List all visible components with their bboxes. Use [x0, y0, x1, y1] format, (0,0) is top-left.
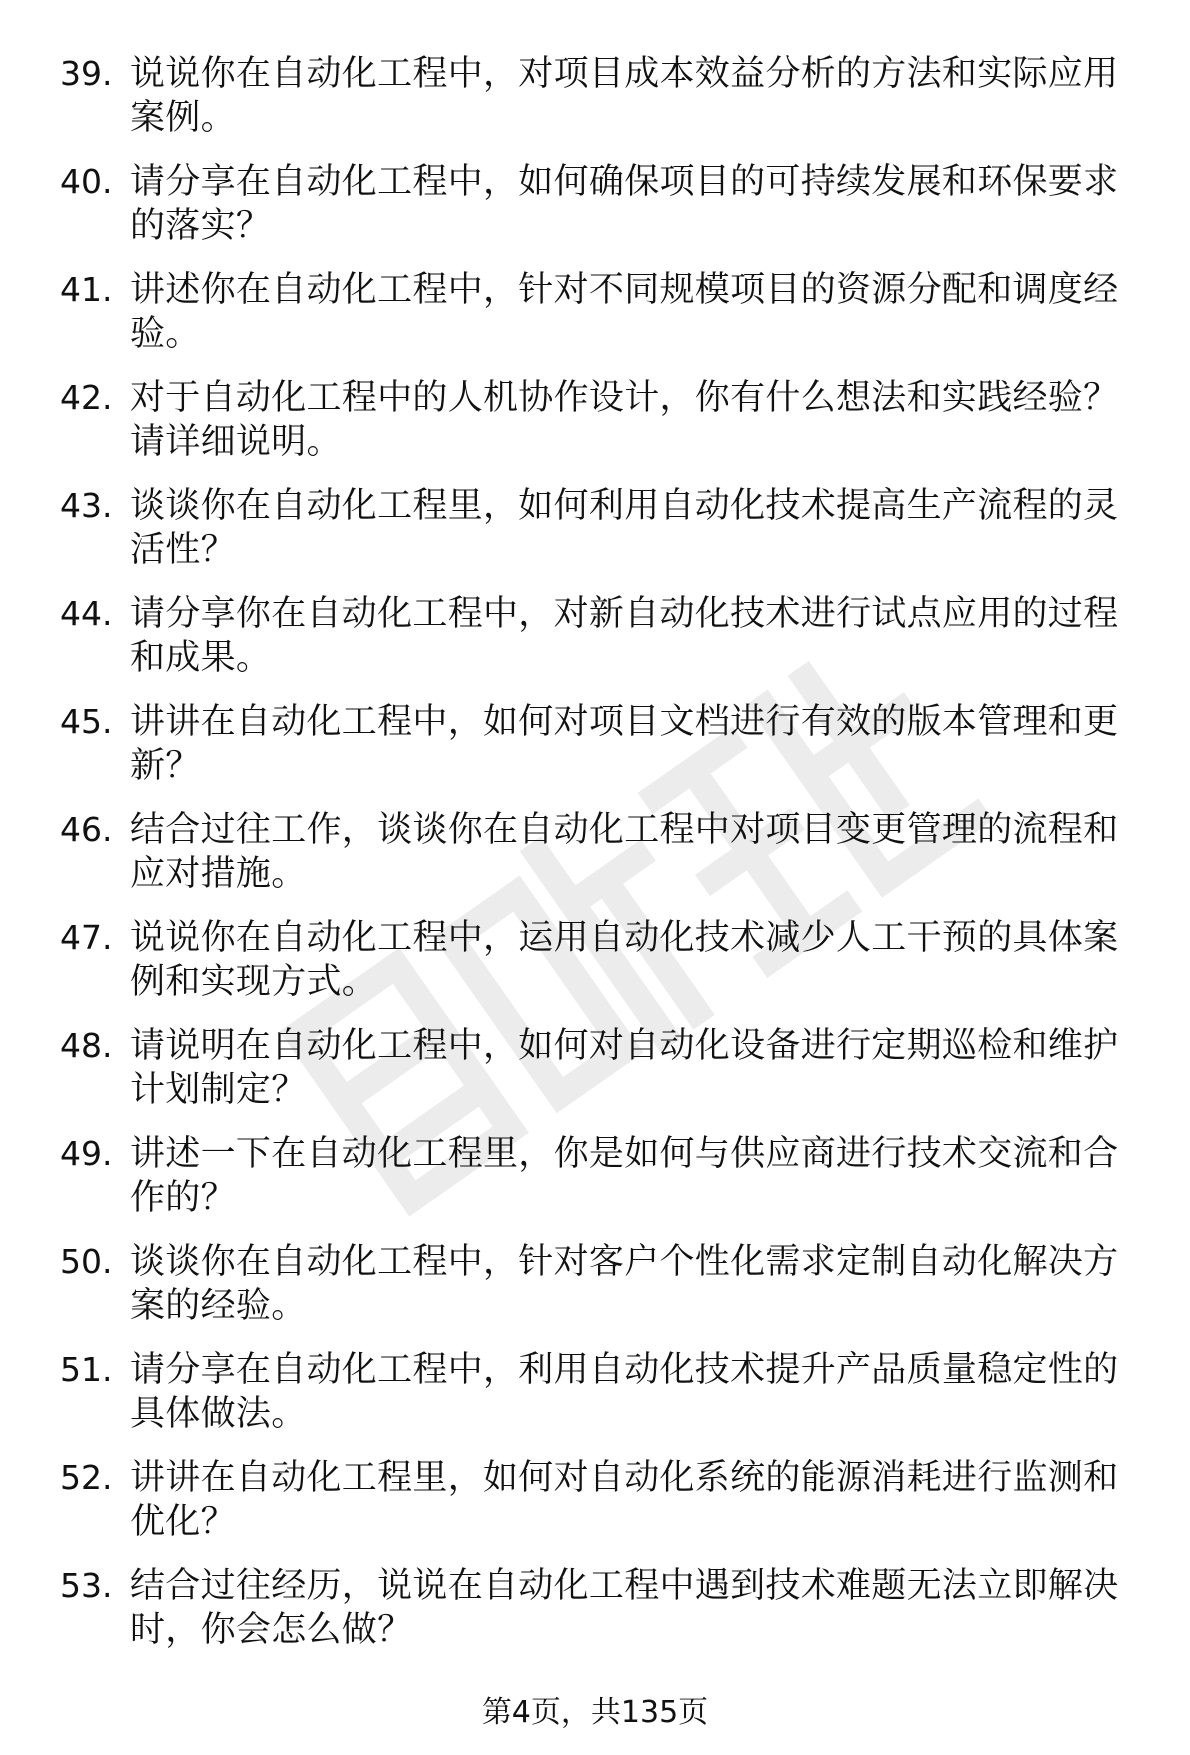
list-item — [60, 916, 1150, 1024]
question-number: 42. — [60, 378, 113, 417]
question-number: 51. — [60, 1350, 113, 1389]
question-text: 说说你在自动化工程中，对项目成本效益分析的方法和实际应用案例。 — [130, 54, 1119, 138]
question-number: 45. — [60, 702, 113, 741]
list-item — [60, 1564, 1150, 1672]
list-item — [60, 1024, 1150, 1132]
question-number: 49. — [60, 1134, 113, 1173]
question-text: 结合过往经历，说说在自动化工程中遇到技术难题无法立即解决时，你会怎么做？ — [130, 1566, 1119, 1650]
list-item — [60, 52, 1150, 160]
question-text: 讲讲在自动化工程里，如何对自动化系统的能源消耗进行监测和优化？ — [130, 1458, 1119, 1542]
question-text: 谈谈你在自动化工程中，针对客户个性化需求定制自动化解决方案的经验。 — [130, 1242, 1119, 1326]
list-item — [60, 268, 1150, 376]
question-number: 53. — [60, 1566, 113, 1605]
list-item — [60, 160, 1150, 268]
list-item — [60, 376, 1150, 484]
question-text: 结合过往工作，谈谈你在自动化工程中对项目变更管理的流程和应对措施。 — [130, 810, 1119, 894]
list-item — [60, 1240, 1150, 1348]
question-number: 46. — [60, 810, 113, 849]
question-number: 41. — [60, 270, 113, 309]
question-text: 请分享在自动化工程中，利用自动化技术提升产品质量稳定性的具体做法。 — [130, 1350, 1119, 1434]
question-list — [60, 52, 1150, 1672]
question-text: 对于自动化工程中的人机协作设计，你有什么想法和实践经验？请详细说明。 — [130, 378, 1119, 462]
list-item — [60, 808, 1150, 916]
question-number: 40. — [60, 162, 113, 201]
question-number: 52. — [60, 1458, 113, 1497]
question-number: 39. — [60, 54, 113, 93]
question-text: 说说你在自动化工程中，运用自动化技术减少人工干预的具体案例和实现方式。 — [130, 918, 1119, 1002]
question-number: 43. — [60, 486, 113, 525]
page-number-footer: 第4页，共135页 — [481, 1695, 709, 1730]
question-text: 讲述你在自动化工程中，针对不同规模项目的资源分配和调度经验。 — [130, 270, 1119, 354]
question-number: 47. — [60, 918, 113, 957]
list-item — [60, 1456, 1150, 1564]
question-text: 讲述一下在自动化工程里，你是如何与供应商进行技术交流和合作的？ — [130, 1134, 1119, 1218]
list-item — [60, 484, 1150, 592]
list-item — [60, 1348, 1150, 1456]
question-text: 谈谈你在自动化工程里，如何利用自动化技术提高生产流程的灵活性？ — [130, 486, 1119, 570]
list-item — [60, 1132, 1150, 1240]
question-text: 讲讲在自动化工程中，如何对项目文档进行有效的版本管理和更新？ — [130, 702, 1119, 786]
question-text: 请分享在自动化工程中，如何确保项目的可持续发展和环保要求的落实？ — [130, 162, 1119, 246]
list-item — [60, 700, 1150, 808]
question-number: 44. — [60, 594, 113, 633]
question-number: 50. — [60, 1242, 113, 1281]
question-text: 请说明在自动化工程中，如何对自动化设备进行定期巡检和维护计划制定？ — [130, 1026, 1119, 1110]
question-text: 请分享你在自动化工程中，对新自动化技术进行试点应用的过程和成果。 — [130, 594, 1119, 678]
list-item — [60, 592, 1150, 700]
question-number: 48. — [60, 1026, 113, 1065]
